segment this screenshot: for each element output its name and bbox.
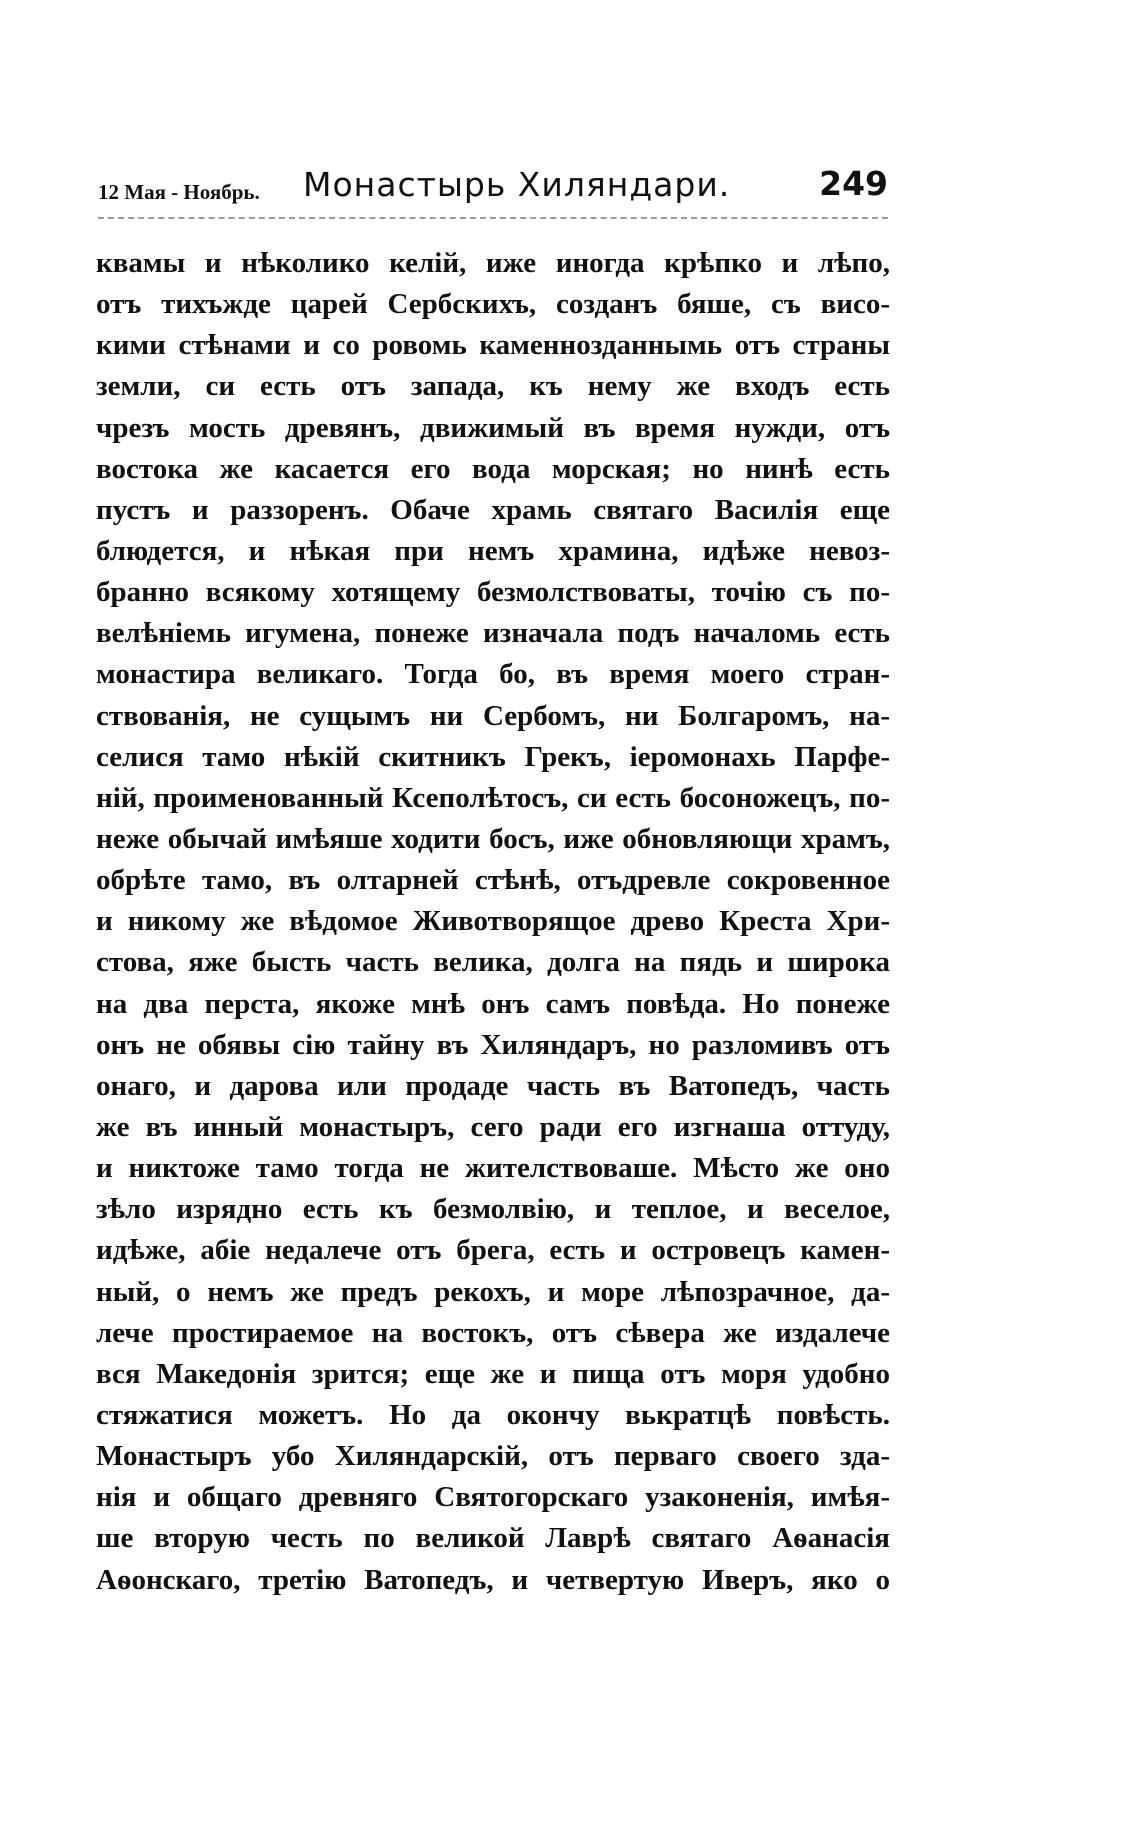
text-line: онаго, и дарова или продаде часть въ Ватопедъ, часть <box>96 1069 890 1102</box>
text-line: неже обычай имѣяше ходити босъ, иже обновляющи храмъ, <box>96 822 890 855</box>
text-line: блюдется, и нѣкая при немъ храмина, идѣже невоз- <box>96 534 890 567</box>
text-line: квамы и нѣколико келій, иже иногда крѣпко и лѣпо, <box>96 247 890 279</box>
text-line: бранно всякому хотящему безмолствоваты, точію съ по- <box>96 576 890 609</box>
text-line: зѣло изрядно есть къ безмолвію, и теплое, и веселое, <box>96 1193 890 1226</box>
page-number: 249 <box>819 164 888 203</box>
header-rule <box>98 217 888 219</box>
text-line: обрѣте тамо, въ олтарней стѣнѣ, отъдревле сокровенное <box>96 864 890 897</box>
text-line: вся Македонія зрится; еще же и пища отъ моря удобно <box>96 1357 890 1390</box>
header-date-range: 12 Мая - Ноябрь. <box>98 180 260 204</box>
text-line: стова, яже бысть часть велика, долга на пядь и широка <box>96 946 890 979</box>
text-line: кими стѣнами и со ровомь каменнозданнымь отъ страны <box>96 329 890 362</box>
text-line: на два перста, якоже мнѣ онъ самъ повѣда. Но понеже <box>96 987 890 1020</box>
header-title: Монастырь Хиляндари. <box>303 165 731 204</box>
text-line: же въ инный монастыръ, сего ради его изгнаша оттуду, <box>96 1110 890 1143</box>
text-line: отъ тихъжде царей Сербскихъ, созданъ бяше, съ висо- <box>96 288 890 321</box>
text-line: ствованія, не сущымъ ни Сербомъ, ни Болгаромъ, на- <box>96 699 890 732</box>
text-line: велѣніемь игумена, понеже изначала подъ началомь есть <box>96 617 890 650</box>
body-text <box>96 243 890 1601</box>
text-line: онъ не обявы сію тайну въ Хиляндаръ, но разломивъ отъ <box>96 1028 890 1061</box>
text-line: востока же касается его вода морская; но нинѣ есть <box>96 452 890 485</box>
text-line: пустъ и раззоренъ. Обаче храмь святаго Василія еще <box>96 493 890 526</box>
text-line: и никому же вѣдомое Животворящое древо Креста Хри- <box>96 905 890 938</box>
text-line: лече простираемое на востокъ, отъ сѣвера же издалече <box>96 1316 890 1349</box>
text-line: и никтоже тамо тогда не жителствоваше. Мѣсто же оно <box>96 1152 890 1185</box>
text-line: ше вторую честь по великой Лаврѣ святаго Аѳанасія <box>96 1522 890 1555</box>
text-line: чрезъ мость древянъ, движимый въ время нужди, отъ <box>96 411 890 444</box>
text-line: земли, си есть отъ запада, къ нему же входъ есть <box>96 370 890 403</box>
text-line: селися тамо нѣкій скитникъ Грекъ, іеромонахь Парфе- <box>96 740 890 773</box>
text-line: Аѳонскаго, третію Ватопедъ, и четвертую Иверъ, яко о <box>96 1563 890 1596</box>
text-line: нія и общаго древняго Святогорскаго узаконенія, имѣя- <box>96 1481 890 1514</box>
text-line: ній, проименованный Ксеполѣтосъ, си есть босоножецъ, по- <box>96 781 890 814</box>
text-line: Монастыръ убо Хиляндарскій, отъ перваго своего зда- <box>96 1440 890 1473</box>
text-line: ный, о немъ же предъ рекохъ, и море лѣпозрачное, да- <box>96 1275 890 1308</box>
text-line: идѣже, абіе недалече отъ брега, есть и островецъ камен- <box>96 1234 890 1267</box>
text-line: стяжатися можетъ. Но да окончу вькратцѣ повѣсть. <box>96 1398 890 1431</box>
text-line: монастира великаго. Тогда бо, въ время моего стран- <box>96 658 890 691</box>
running-header <box>98 160 888 220</box>
